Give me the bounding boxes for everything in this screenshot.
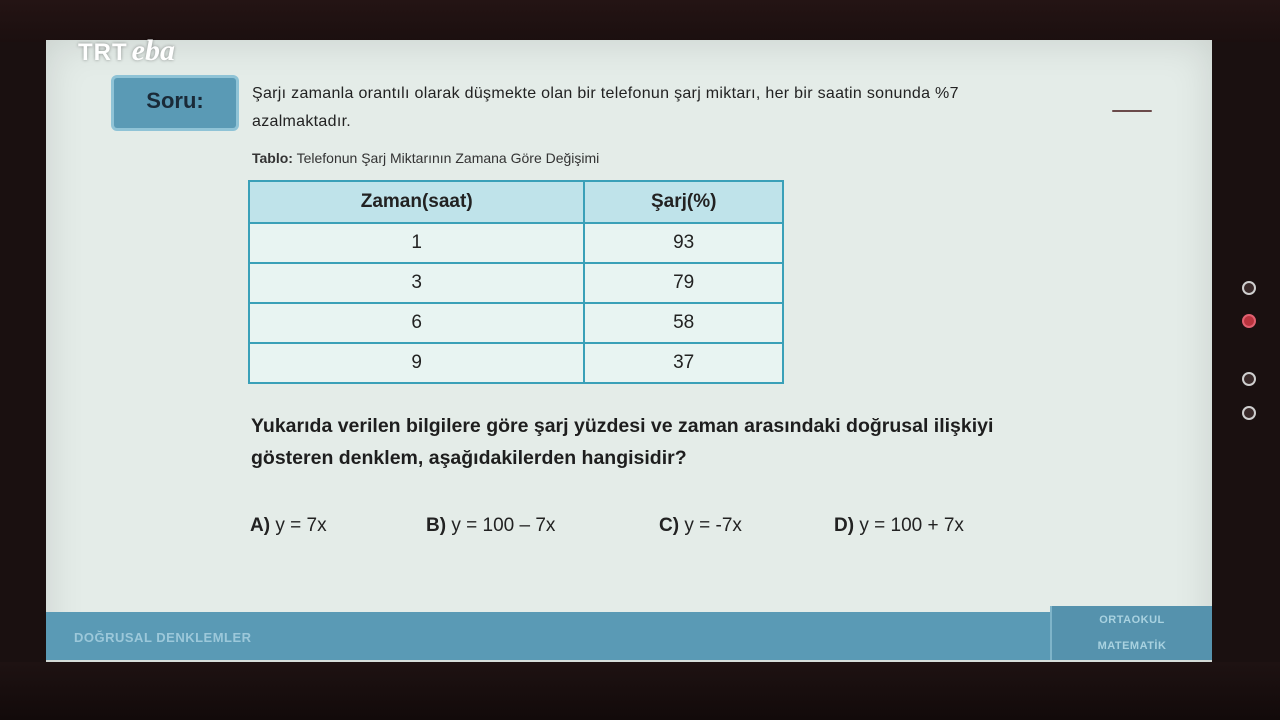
question-line-2: gösteren denklem, aşağıdakilerden hangisidir?	[251, 447, 687, 469]
footer-course-box	[1050, 606, 1212, 660]
table-cell-time: 9	[249, 343, 584, 383]
option-c-text: y = -7x	[684, 515, 742, 536]
monitor-bezel-top	[0, 0, 1280, 42]
table-cell-time: 1	[249, 223, 584, 263]
monitor-bezel-left	[0, 42, 46, 662]
table-header-charge: Şarj(%)	[584, 181, 783, 223]
pencil-icon[interactable]	[1242, 406, 1256, 420]
option-c[interactable]	[659, 515, 742, 537]
question-badge	[114, 78, 236, 128]
table-caption	[252, 150, 599, 166]
intro-line-2: azalmaktadır.	[252, 113, 352, 130]
option-b[interactable]	[426, 515, 555, 537]
question-badge-label: Soru:	[146, 88, 204, 113]
option-b-text: y = 100 – 7x	[451, 515, 556, 536]
table-header-row	[249, 181, 783, 223]
footer-bar	[46, 612, 1212, 660]
handwritten-underline	[1112, 110, 1152, 112]
table-cell-charge: 37	[584, 343, 783, 383]
question-intro	[252, 80, 1152, 136]
settings-icon[interactable]	[1242, 372, 1256, 386]
question-text	[251, 410, 1149, 474]
option-d[interactable]	[834, 515, 964, 537]
option-c-letter: C)	[659, 515, 680, 536]
table-cell-charge: 93	[584, 223, 783, 263]
answer-options	[0, 515, 1280, 545]
table-cell-charge: 58	[584, 303, 783, 343]
table-row	[249, 223, 783, 263]
table-cell-charge: 79	[584, 263, 783, 303]
footer-topic-title: DOĞRUSAL DENKLEMLER	[74, 630, 252, 645]
table-header-time: Zaman(saat)	[249, 181, 584, 223]
logo-sub: eba	[131, 34, 175, 67]
charge-table	[248, 180, 784, 384]
eraser-icon[interactable]	[1242, 314, 1256, 328]
logo-brand: TRT	[78, 39, 128, 66]
option-d-letter: D)	[834, 515, 855, 536]
option-d-text: y = 100 + 7x	[859, 515, 964, 536]
footer-course-line-1: ORTAOKUL	[1099, 614, 1165, 626]
table-row	[249, 263, 783, 303]
monitor-bezel-right	[1212, 42, 1280, 662]
table-cell-time: 3	[249, 263, 584, 303]
table-cell-time: 6	[249, 303, 584, 343]
monitor-bezel-bottom	[0, 662, 1280, 720]
option-a[interactable]	[250, 515, 327, 537]
table-row	[249, 343, 783, 383]
footer-course-line-2: MATEMATİK	[1097, 640, 1167, 652]
option-a-text: y = 7x	[275, 515, 327, 536]
question-line-1: Yukarıda verilen bilgilere göre şarj yüzdesi ve zaman arasındaki doğrusal ilişkiyi	[251, 415, 994, 437]
trt-eba-logo	[78, 34, 175, 68]
option-a-letter: A)	[250, 515, 271, 536]
intro-line-1: Şarjı zamanla orantılı olarak düşmekte olan bir telefonun şarj miktarı, her bir saatin sonunda %7	[252, 85, 959, 102]
table-caption-prefix: Tablo:	[252, 150, 293, 166]
pen-icon[interactable]	[1242, 281, 1256, 295]
table-row	[249, 303, 783, 343]
option-b-letter: B)	[426, 515, 447, 536]
table-caption-text: Telefonun Şarj Miktarının Zamana Göre Değişimi	[296, 150, 600, 166]
